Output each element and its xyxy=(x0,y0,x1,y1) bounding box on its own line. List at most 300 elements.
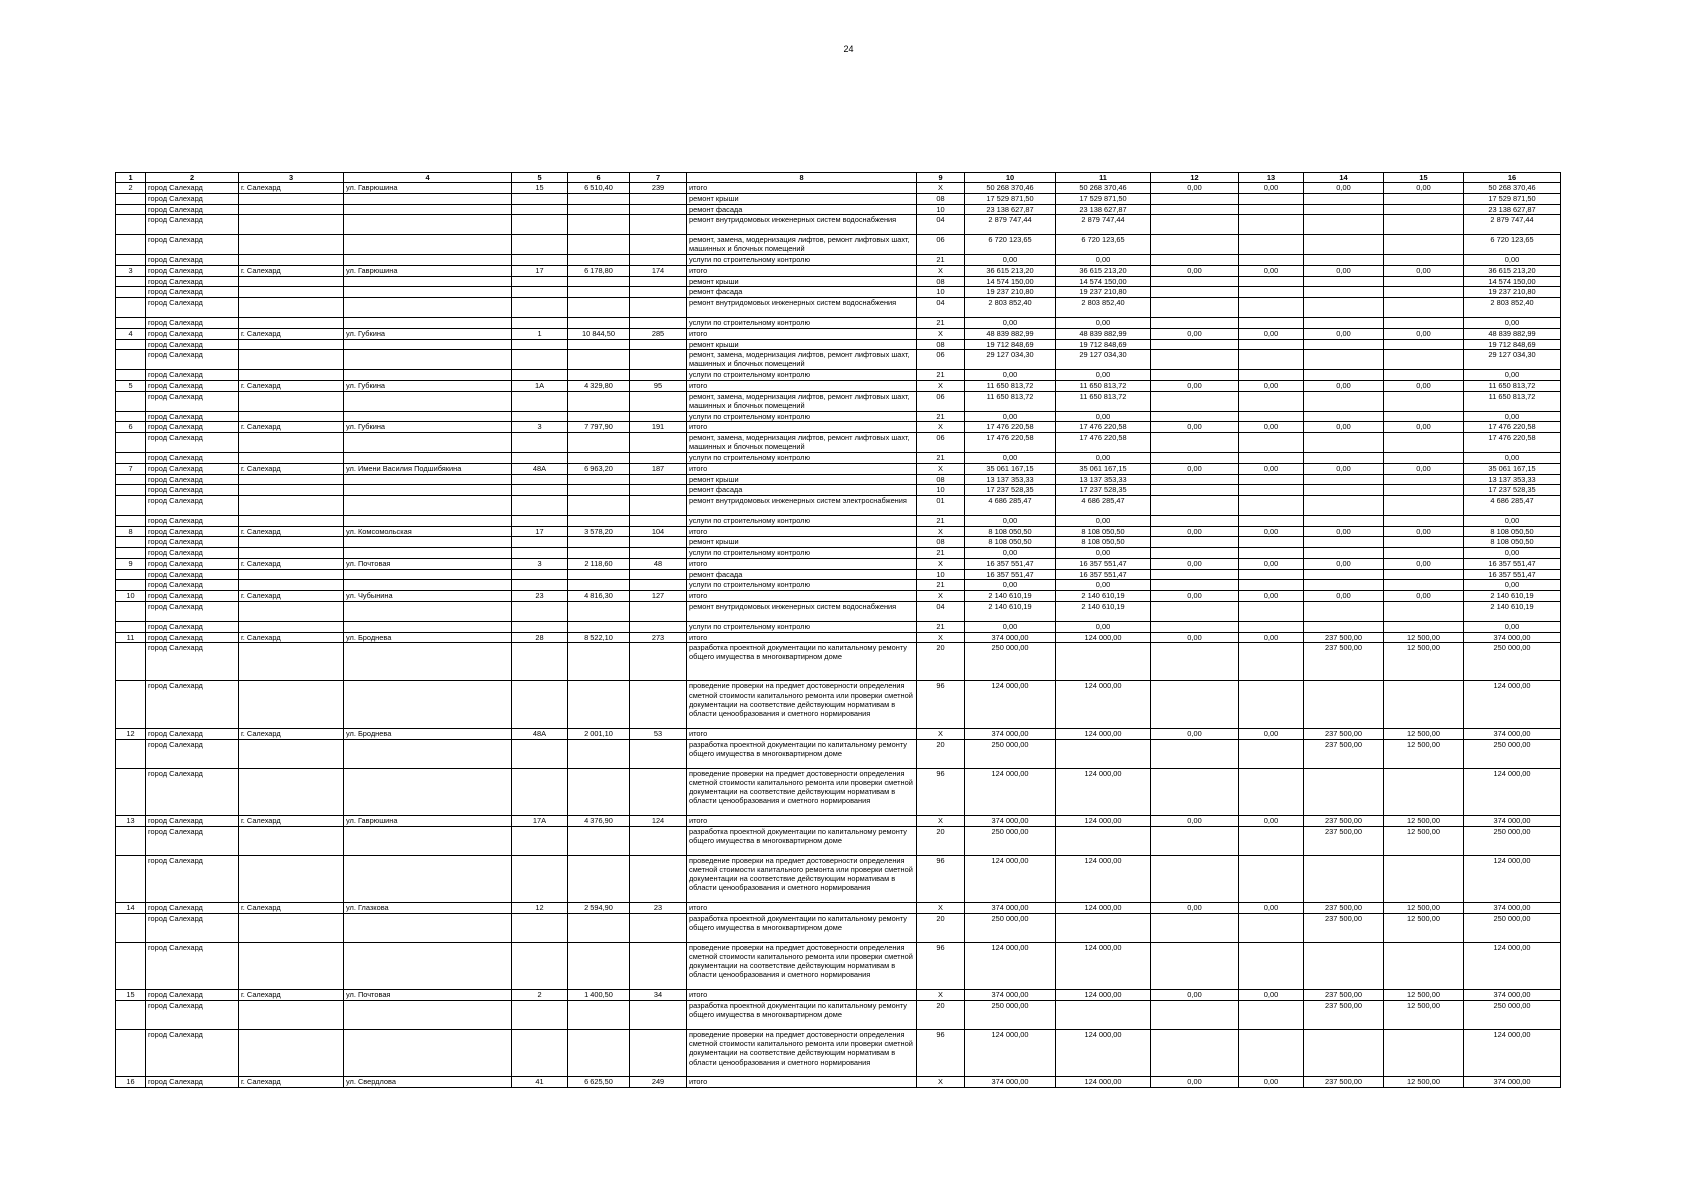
city-cell xyxy=(239,569,344,580)
table-row xyxy=(116,380,1561,391)
work-code-cell: 96 xyxy=(917,942,965,989)
house-number-cell xyxy=(512,474,568,485)
row-number xyxy=(116,496,146,516)
row-number: 15 xyxy=(116,990,146,1001)
budget-cost-cell xyxy=(1151,485,1239,496)
street-cell xyxy=(344,942,512,989)
budget-cost-cell: 0,00 xyxy=(1151,558,1239,569)
residents-cell xyxy=(630,942,687,989)
table-row xyxy=(116,391,1561,411)
city-cell: г. Салехард xyxy=(239,990,344,1001)
house-number-cell xyxy=(512,318,568,329)
house-number-cell xyxy=(512,681,568,728)
municipality-cell: город Салехард xyxy=(146,235,239,255)
area-cell: 7 797,90 xyxy=(568,422,630,433)
table-row xyxy=(116,1000,1561,1029)
fund-cost-cell: 124 000,00 xyxy=(1056,728,1151,739)
residents-cell xyxy=(630,287,687,298)
street-cell xyxy=(344,204,512,215)
other-funds-cell: 0,00 xyxy=(1384,380,1464,391)
total-cost-cell: 124 000,00 xyxy=(965,942,1056,989)
area-cell xyxy=(568,350,630,370)
city-cell xyxy=(239,942,344,989)
residents-cell: 48 xyxy=(630,558,687,569)
house-number-cell: 3 xyxy=(512,422,568,433)
owners-funds-cell xyxy=(1304,681,1384,728)
local-budget-cell xyxy=(1239,942,1304,989)
work-type-cell: итого xyxy=(687,632,917,643)
city-cell xyxy=(239,235,344,255)
local-budget-cell xyxy=(1239,537,1304,548)
municipality-cell: город Салехард xyxy=(146,485,239,496)
street-cell xyxy=(344,298,512,318)
total-sum-cell: 0,00 xyxy=(1464,255,1561,266)
budget-cost-cell: 0,00 xyxy=(1151,463,1239,474)
other-funds-cell: 0,00 xyxy=(1384,463,1464,474)
owners-funds-cell: 237 500,00 xyxy=(1304,632,1384,643)
residents-cell xyxy=(630,826,687,855)
municipality-cell: город Салехард xyxy=(146,391,239,411)
total-sum-cell: 6 720 123,65 xyxy=(1464,235,1561,255)
table-row xyxy=(116,474,1561,485)
total-cost-cell: 8 108 050,50 xyxy=(965,526,1056,537)
total-cost-cell: 2 140 610,19 xyxy=(965,591,1056,602)
work-code-cell: X xyxy=(917,990,965,1001)
local-budget-cell: 0,00 xyxy=(1239,183,1304,194)
house-number-cell: 23 xyxy=(512,591,568,602)
work-code-cell: 06 xyxy=(917,433,965,453)
row-number: 6 xyxy=(116,422,146,433)
local-budget-cell: 0,00 xyxy=(1239,558,1304,569)
fund-cost-cell: 124 000,00 xyxy=(1056,990,1151,1001)
work-code-cell: 21 xyxy=(917,411,965,422)
total-sum-cell: 0,00 xyxy=(1464,370,1561,381)
owners-funds-cell xyxy=(1304,255,1384,266)
fund-cost-cell: 124 000,00 xyxy=(1056,903,1151,914)
budget-cost-cell: 0,00 xyxy=(1151,380,1239,391)
residents-cell xyxy=(630,215,687,235)
capital-repair-table xyxy=(115,172,1560,1088)
total-cost-cell: 19 712 848,69 xyxy=(965,339,1056,350)
street-cell xyxy=(344,826,512,855)
municipality-cell: город Салехард xyxy=(146,913,239,942)
work-type-cell: ремонт внутридомовых инженерных систем водоснабжения xyxy=(687,601,917,621)
house-number-cell xyxy=(512,1030,568,1077)
house-number-cell xyxy=(512,739,568,768)
work-type-cell: проведение проверки на предмет достоверности определения сметной стоимости капитального ремонта или проверки сметной документации на соответствие действующим нормативам в области ценообразования и сметного нормирования xyxy=(687,681,917,728)
fund-cost-cell: 14 574 150,00 xyxy=(1056,276,1151,287)
fund-cost-cell: 11 650 813,72 xyxy=(1056,380,1151,391)
residents-cell xyxy=(630,370,687,381)
other-funds-cell xyxy=(1384,485,1464,496)
house-number-cell xyxy=(512,287,568,298)
local-budget-cell xyxy=(1239,287,1304,298)
row-number xyxy=(116,681,146,728)
owners-funds-cell xyxy=(1304,433,1384,453)
fund-cost-cell: 2 140 610,19 xyxy=(1056,601,1151,621)
house-number-cell: 48А xyxy=(512,728,568,739)
other-funds-cell: 12 500,00 xyxy=(1384,903,1464,914)
owners-funds-cell xyxy=(1304,391,1384,411)
house-number-cell: 2 xyxy=(512,990,568,1001)
local-budget-cell: 0,00 xyxy=(1239,463,1304,474)
fund-cost-cell: 8 108 050,50 xyxy=(1056,537,1151,548)
total-sum-cell: 29 127 034,30 xyxy=(1464,350,1561,370)
work-type-cell: ремонт фасада xyxy=(687,569,917,580)
work-type-cell: итого xyxy=(687,591,917,602)
area-cell xyxy=(568,370,630,381)
area-cell xyxy=(568,235,630,255)
house-number-cell: 12 xyxy=(512,903,568,914)
fund-cost-cell: 35 061 167,15 xyxy=(1056,463,1151,474)
budget-cost-cell: 0,00 xyxy=(1151,632,1239,643)
table-row xyxy=(116,515,1561,526)
row-number: 12 xyxy=(116,728,146,739)
row-number xyxy=(116,453,146,464)
area-cell xyxy=(568,739,630,768)
budget-cost-cell xyxy=(1151,350,1239,370)
work-code-cell: 04 xyxy=(917,601,965,621)
row-number xyxy=(116,621,146,632)
row-number xyxy=(116,411,146,422)
area-cell: 3 578,20 xyxy=(568,526,630,537)
area-cell xyxy=(568,548,630,559)
budget-cost-cell xyxy=(1151,193,1239,204)
total-cost-cell: 19 237 210,80 xyxy=(965,287,1056,298)
column-header: 16 xyxy=(1464,173,1561,183)
table-row xyxy=(116,739,1561,768)
house-number-cell xyxy=(512,1000,568,1029)
other-funds-cell: 0,00 xyxy=(1384,591,1464,602)
street-cell: ул. Губкина xyxy=(344,422,512,433)
city-cell: г. Салехард xyxy=(239,591,344,602)
budget-cost-cell xyxy=(1151,235,1239,255)
column-header: 15 xyxy=(1384,173,1464,183)
total-sum-cell: 2 803 852,40 xyxy=(1464,298,1561,318)
row-number xyxy=(116,193,146,204)
total-cost-cell: 23 138 627,87 xyxy=(965,204,1056,215)
work-type-cell: услуги по строительному контролю xyxy=(687,255,917,266)
owners-funds-cell xyxy=(1304,569,1384,580)
house-number-cell xyxy=(512,453,568,464)
work-code-cell: X xyxy=(917,632,965,643)
area-cell xyxy=(568,826,630,855)
work-type-cell: итого xyxy=(687,990,917,1001)
fund-cost-cell: 17 237 528,35 xyxy=(1056,485,1151,496)
street-cell: ул. Губкина xyxy=(344,380,512,391)
area-cell: 4 329,80 xyxy=(568,380,630,391)
local-budget-cell xyxy=(1239,643,1304,681)
street-cell xyxy=(344,485,512,496)
work-code-cell: 08 xyxy=(917,474,965,485)
other-funds-cell xyxy=(1384,433,1464,453)
fund-cost-cell: 2 803 852,40 xyxy=(1056,298,1151,318)
house-number-cell: 48А xyxy=(512,463,568,474)
owners-funds-cell: 0,00 xyxy=(1304,463,1384,474)
table-row xyxy=(116,298,1561,318)
residents-cell xyxy=(630,350,687,370)
area-cell xyxy=(568,515,630,526)
area-cell: 1 400,50 xyxy=(568,990,630,1001)
municipality-cell: город Салехард xyxy=(146,855,239,902)
city-cell: г. Салехард xyxy=(239,328,344,339)
total-sum-cell: 374 000,00 xyxy=(1464,632,1561,643)
work-type-cell: услуги по строительному контролю xyxy=(687,318,917,329)
row-number xyxy=(116,318,146,329)
work-type-cell: ремонт фасада xyxy=(687,204,917,215)
fund-cost-cell: 6 720 123,65 xyxy=(1056,235,1151,255)
area-cell xyxy=(568,855,630,902)
local-budget-cell xyxy=(1239,370,1304,381)
residents-cell xyxy=(630,496,687,516)
street-cell xyxy=(344,855,512,902)
row-number xyxy=(116,287,146,298)
row-number xyxy=(116,204,146,215)
fund-cost-cell: 19 712 848,69 xyxy=(1056,339,1151,350)
residents-cell xyxy=(630,255,687,266)
municipality-cell: город Салехард xyxy=(146,580,239,591)
column-header: 4 xyxy=(344,173,512,183)
total-sum-cell: 250 000,00 xyxy=(1464,913,1561,942)
residents-cell xyxy=(630,204,687,215)
budget-cost-cell xyxy=(1151,1000,1239,1029)
residents-cell: 95 xyxy=(630,380,687,391)
total-cost-cell: 16 357 551,47 xyxy=(965,569,1056,580)
work-code-cell: 21 xyxy=(917,318,965,329)
street-cell xyxy=(344,537,512,548)
table-row xyxy=(116,370,1561,381)
house-number-cell: 1А xyxy=(512,380,568,391)
total-sum-cell: 0,00 xyxy=(1464,580,1561,591)
total-cost-cell: 0,00 xyxy=(965,453,1056,464)
total-cost-cell: 11 650 813,72 xyxy=(965,391,1056,411)
total-cost-cell: 374 000,00 xyxy=(965,903,1056,914)
work-code-cell: 20 xyxy=(917,643,965,681)
budget-cost-cell: 0,00 xyxy=(1151,990,1239,1001)
local-budget-cell xyxy=(1239,739,1304,768)
row-number xyxy=(116,548,146,559)
residents-cell: 239 xyxy=(630,183,687,194)
municipality-cell: город Салехард xyxy=(146,591,239,602)
fund-cost-cell: 19 237 210,80 xyxy=(1056,287,1151,298)
work-type-cell: разработка проектной документации по капитальному ремонту общего имущества в многоквартирном доме xyxy=(687,739,917,768)
total-sum-cell: 17 529 871,50 xyxy=(1464,193,1561,204)
total-sum-cell: 11 650 813,72 xyxy=(1464,380,1561,391)
total-sum-cell: 250 000,00 xyxy=(1464,643,1561,681)
other-funds-cell xyxy=(1384,339,1464,350)
row-number xyxy=(116,913,146,942)
fund-cost-cell: 0,00 xyxy=(1056,370,1151,381)
local-budget-cell xyxy=(1239,433,1304,453)
total-cost-cell: 8 108 050,50 xyxy=(965,537,1056,548)
residents-cell: 124 xyxy=(630,815,687,826)
house-number-cell: 3 xyxy=(512,558,568,569)
total-sum-cell: 19 712 848,69 xyxy=(1464,339,1561,350)
street-cell xyxy=(344,643,512,681)
budget-cost-cell: 0,00 xyxy=(1151,265,1239,276)
other-funds-cell xyxy=(1384,287,1464,298)
area-cell: 4 376,90 xyxy=(568,815,630,826)
budget-cost-cell xyxy=(1151,204,1239,215)
column-header: 6 xyxy=(568,173,630,183)
city-cell xyxy=(239,515,344,526)
area-cell: 6 963,20 xyxy=(568,463,630,474)
residents-cell xyxy=(630,1000,687,1029)
local-budget-cell xyxy=(1239,580,1304,591)
total-sum-cell: 124 000,00 xyxy=(1464,942,1561,989)
residents-cell xyxy=(630,621,687,632)
local-budget-cell xyxy=(1239,515,1304,526)
owners-funds-cell xyxy=(1304,370,1384,381)
city-cell: г. Салехард xyxy=(239,422,344,433)
budget-cost-cell xyxy=(1151,433,1239,453)
other-funds-cell: 12 500,00 xyxy=(1384,1077,1464,1088)
house-number-cell xyxy=(512,193,568,204)
total-sum-cell: 35 061 167,15 xyxy=(1464,463,1561,474)
table-row xyxy=(116,496,1561,516)
municipality-cell: город Салехард xyxy=(146,370,239,381)
total-sum-cell: 0,00 xyxy=(1464,515,1561,526)
local-budget-cell xyxy=(1239,411,1304,422)
municipality-cell: город Салехард xyxy=(146,255,239,266)
work-type-cell: услуги по строительному контролю xyxy=(687,515,917,526)
total-sum-cell: 2 140 610,19 xyxy=(1464,601,1561,621)
budget-cost-cell xyxy=(1151,453,1239,464)
owners-funds-cell: 0,00 xyxy=(1304,558,1384,569)
total-cost-cell: 6 720 123,65 xyxy=(965,235,1056,255)
municipality-cell: город Салехард xyxy=(146,276,239,287)
work-code-cell: X xyxy=(917,903,965,914)
local-budget-cell xyxy=(1239,193,1304,204)
work-code-cell: 21 xyxy=(917,621,965,632)
residents-cell: 104 xyxy=(630,526,687,537)
city-cell xyxy=(239,318,344,329)
house-number-cell xyxy=(512,515,568,526)
street-cell: ул. Чубынина xyxy=(344,591,512,602)
municipality-cell: город Салехард xyxy=(146,265,239,276)
municipality-cell: город Салехард xyxy=(146,318,239,329)
street-cell xyxy=(344,681,512,728)
city-cell xyxy=(239,537,344,548)
data-table xyxy=(115,172,1561,1088)
house-number-cell xyxy=(512,391,568,411)
owners-funds-cell: 0,00 xyxy=(1304,183,1384,194)
total-cost-cell: 250 000,00 xyxy=(965,643,1056,681)
house-number-cell: 17А xyxy=(512,815,568,826)
other-funds-cell xyxy=(1384,621,1464,632)
column-header: 13 xyxy=(1239,173,1304,183)
fund-cost-cell: 0,00 xyxy=(1056,548,1151,559)
area-cell: 2 001,10 xyxy=(568,728,630,739)
owners-funds-cell: 0,00 xyxy=(1304,422,1384,433)
owners-funds-cell xyxy=(1304,276,1384,287)
residents-cell: 127 xyxy=(630,591,687,602)
municipality-cell: город Салехард xyxy=(146,558,239,569)
area-cell xyxy=(568,485,630,496)
work-code-cell: 20 xyxy=(917,913,965,942)
table-row xyxy=(116,318,1561,329)
local-budget-cell xyxy=(1239,391,1304,411)
owners-funds-cell: 237 500,00 xyxy=(1304,643,1384,681)
work-code-cell: X xyxy=(917,1077,965,1088)
row-number xyxy=(116,391,146,411)
street-cell: ул. Броднева xyxy=(344,728,512,739)
other-funds-cell: 12 500,00 xyxy=(1384,643,1464,681)
budget-cost-cell: 0,00 xyxy=(1151,728,1239,739)
work-type-cell: проведение проверки на предмет достоверности определения сметной стоимости капитального ремонта или проверки сметной документации на соответствие действующим нормативам в области ценообразования и сметного нормирования xyxy=(687,1030,917,1077)
work-type-cell: ремонт фасада xyxy=(687,485,917,496)
municipality-cell: город Салехард xyxy=(146,463,239,474)
house-number-cell xyxy=(512,370,568,381)
municipality-cell: город Салехард xyxy=(146,496,239,516)
area-cell xyxy=(568,1030,630,1077)
area-cell xyxy=(568,942,630,989)
other-funds-cell xyxy=(1384,496,1464,516)
other-funds-cell: 12 500,00 xyxy=(1384,739,1464,768)
area-cell: 10 844,50 xyxy=(568,328,630,339)
city-cell xyxy=(239,621,344,632)
municipality-cell: город Салехард xyxy=(146,422,239,433)
table-row xyxy=(116,328,1561,339)
other-funds-cell: 0,00 xyxy=(1384,265,1464,276)
street-cell xyxy=(344,391,512,411)
budget-cost-cell xyxy=(1151,474,1239,485)
table-row xyxy=(116,768,1561,815)
local-budget-cell: 0,00 xyxy=(1239,591,1304,602)
street-cell xyxy=(344,350,512,370)
other-funds-cell xyxy=(1384,411,1464,422)
area-cell xyxy=(568,1000,630,1029)
owners-funds-cell: 0,00 xyxy=(1304,265,1384,276)
row-number: 4 xyxy=(116,328,146,339)
house-number-cell xyxy=(512,621,568,632)
work-code-cell: X xyxy=(917,526,965,537)
table-row xyxy=(116,621,1561,632)
city-cell xyxy=(239,276,344,287)
street-cell: ул. Гаврюшина xyxy=(344,815,512,826)
owners-funds-cell: 237 500,00 xyxy=(1304,990,1384,1001)
row-number xyxy=(116,739,146,768)
total-sum-cell: 8 108 050,50 xyxy=(1464,537,1561,548)
column-header: 14 xyxy=(1304,173,1384,183)
work-type-cell: ремонт крыши xyxy=(687,537,917,548)
city-cell xyxy=(239,474,344,485)
local-budget-cell xyxy=(1239,1000,1304,1029)
budget-cost-cell xyxy=(1151,643,1239,681)
work-type-cell: ремонт крыши xyxy=(687,474,917,485)
owners-funds-cell: 237 500,00 xyxy=(1304,1000,1384,1029)
owners-funds-cell: 0,00 xyxy=(1304,328,1384,339)
budget-cost-cell xyxy=(1151,855,1239,902)
work-type-cell: ремонт крыши xyxy=(687,339,917,350)
total-sum-cell: 48 839 882,99 xyxy=(1464,328,1561,339)
other-funds-cell xyxy=(1384,474,1464,485)
total-sum-cell: 0,00 xyxy=(1464,621,1561,632)
street-cell xyxy=(344,474,512,485)
municipality-cell: город Салехард xyxy=(146,548,239,559)
work-type-cell: итого xyxy=(687,558,917,569)
area-cell: 6 625,50 xyxy=(568,1077,630,1088)
street-cell xyxy=(344,235,512,255)
street-cell xyxy=(344,318,512,329)
area-cell xyxy=(568,580,630,591)
row-number xyxy=(116,601,146,621)
other-funds-cell: 12 500,00 xyxy=(1384,632,1464,643)
row-number xyxy=(116,235,146,255)
total-sum-cell: 0,00 xyxy=(1464,318,1561,329)
table-row xyxy=(116,569,1561,580)
owners-funds-cell: 0,00 xyxy=(1304,526,1384,537)
